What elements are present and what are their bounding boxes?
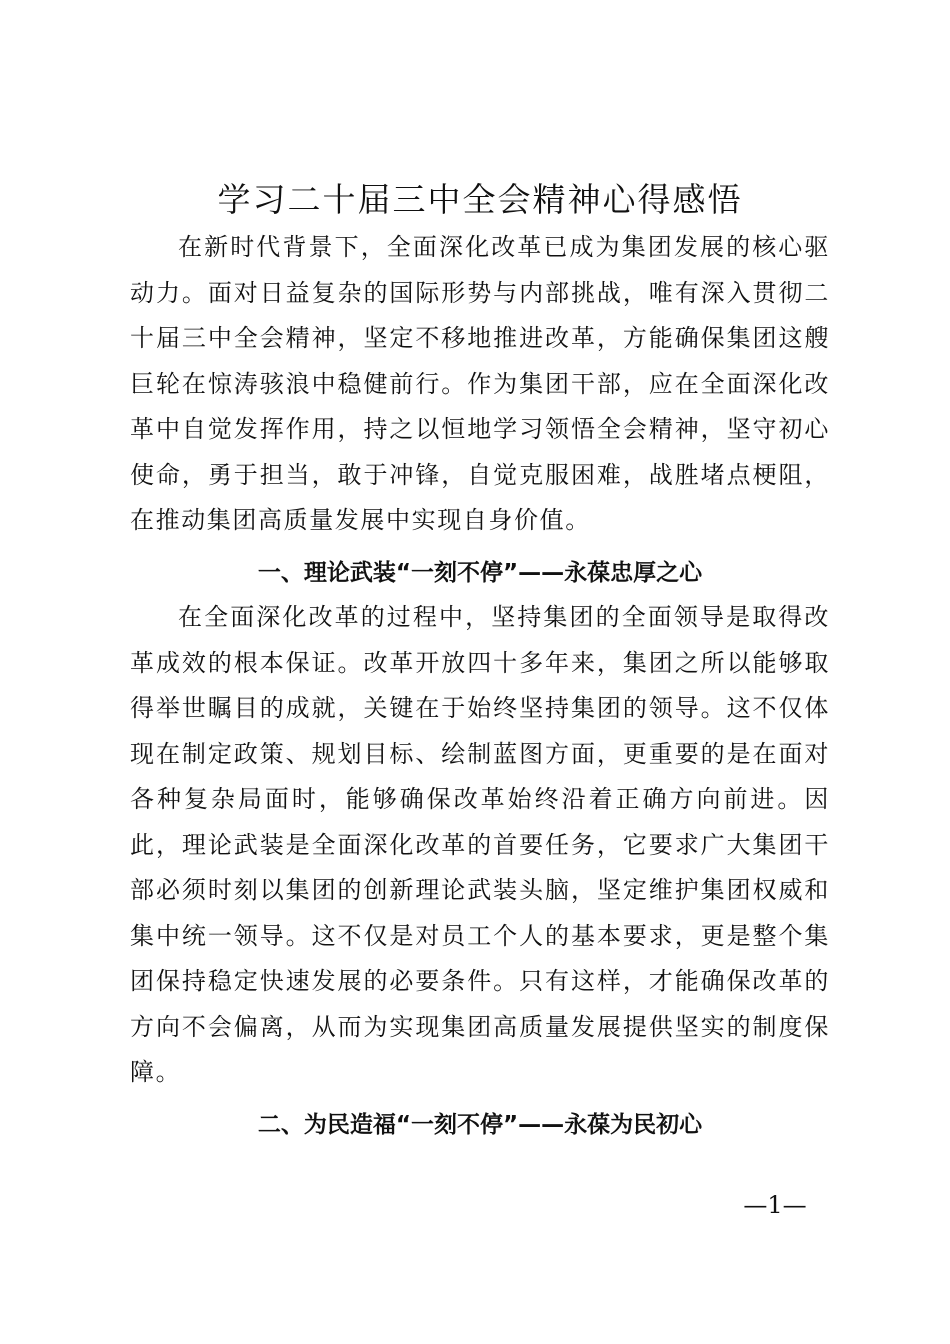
document-title: 学习二十届三中全会精神心得感悟 — [217, 180, 743, 219]
section-1-block — [130, 595, 830, 1096]
section-1-paragraph: 在全面深化改革的过程中，坚持集团的全面领导是取得改革成效的根本保证。改革开放四十多年来，集团之所以能够取得举世瞩目的成就，关键在于始终坚持集团的领导。这不仅体现在制定政策、规划目标、绘制蓝图方面，更重要的是在面对各种复杂局面时，能够确保改革始终沿着正确方向前进。因此，理论武装是全面深化改革的首要任务，它要求广大集团干部必须时刻以集团的创新理论武装头脑，坚定维护集团权威和集中统一领导。这不仅是对员工个人的基本要求，更是整个集团保持稳定快速发展的必要条件。只有这样，才能确保改革的方向不会偏离，从而为实现集团高质量发展提供坚实的制度保障。 — [130, 603, 830, 1086]
section-2-heading: 二、为民造福“一刻不停”——永葆为民初心 — [257, 1112, 703, 1138]
intro-block — [130, 225, 830, 544]
page-number: —1— — [743, 1191, 807, 1219]
section-1-heading: 一、理论武装“一刻不停”——永葆忠厚之心 — [257, 560, 703, 586]
intro-paragraph: 在新时代背景下，全面深化改革已成为集团发展的核心驱动力。面对日益复杂的国际形势与内部挑战，唯有深入贯彻二十届三中全会精神，坚定不移地推进改革，方能确保集团这艘巨轮在惊涛骇浪中稳健前行。作为集团干部，应在全面深化改革中自觉发挥作用，持之以恒地学习领悟全会精神，坚守初心使命，勇于担当，敢于冲锋，自觉克服困难，战胜堵点梗阻，在推动集团高质量发展中实现自身价值。 — [130, 233, 830, 534]
